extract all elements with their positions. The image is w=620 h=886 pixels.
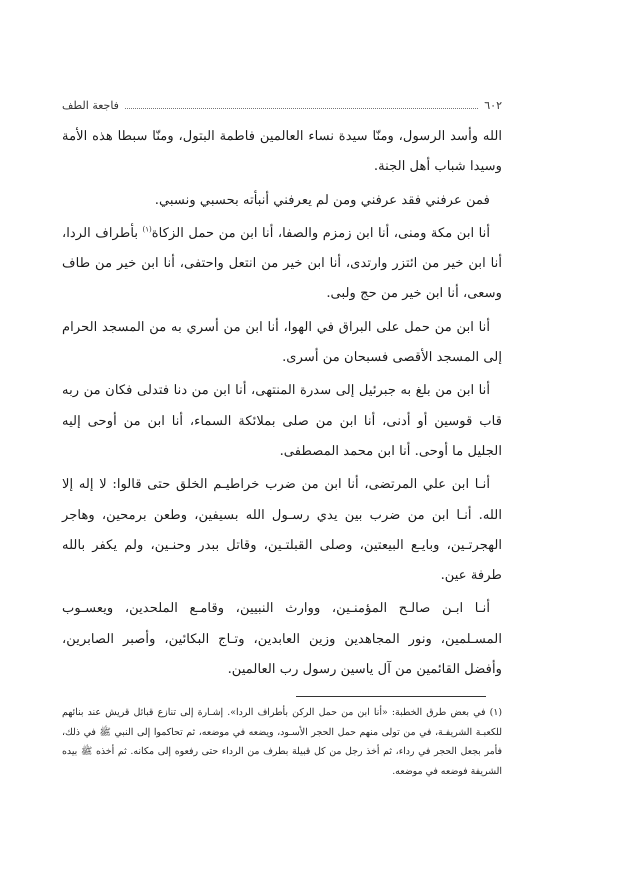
footnote-marker[interactable]: (١) [142,225,152,234]
paragraph: فمن عرفني فقد عرفني ومن لم يعرفني أنبأته بحسبي ونسبي. [154,192,490,208]
paragraph [62,219,502,310]
running-title: فاجعة الطف [62,98,119,112]
paragraph: أنا ابن من بلغ به جبرئيل إلى سدرة المنتهى، أنا ابن من دنا فتدلى فكان من ربه قاب قوسين أو أدنى، أنا ابن من صلى بملائكة السماء، أنا ابن من أوحى إليه الجليل ما أوحى. أنا ابن محمد المصطفى. [62,383,502,459]
main-text [62,122,502,688]
paragraph-text: بأطراف الردا، أنا ابن خير من ائتزر وارتدى، أنا ابن خير من انتعل واحتفى، أنا ابن خير من طاف وسعى، أنا ابن خير من حج ولبى. [62,225,502,302]
footnote-separator [296,696,486,697]
footnote [62,703,502,781]
footnote-text: (١) في بعض طرق الخطبة: «أنا ابن من حمل الركن بأطراف الردا». إشـارة إلى تنازع قبائل قريش عند بنائهم للكعبـة الشريفـة، في من تولى منهم حمل الحجر الأسـود، ويضعه في موضعه، ثم تحاكموا إلى النبي ﷺ في ذلك، فأمر بجعل الحجر في رداء، ثم أخذ رجل من كل قبيلة بطرف من الرداء حتى رفعوه إلى مكانه. ثم أخذه ﷺ بيده الشريفة فوضعه في موضعه. [62,707,502,777]
paragraph: أنـا ابن علي المرتضى، أنا ابن من ضرب خراطيـم الخلق حتى قالوا: لا إله إلا الله. أنـا ابن من ضرب بين يدي رسـول الله بسيفين، وطعن برمحين، وهاجر الهجرتـين، وبايـع البيعتين، وصلى القبلتـين، وقاتل ببدر وحنـين، ولم يكفر بالله طرفة عين. [62,477,502,584]
page-header [62,96,502,114]
paragraph: أنـا ابـن صالـح المؤمنـين، ووارث النبيين، وقامـع الملحدين، ويعسـوب المسـلمين، ونور المجاهدين وزين العابدين، وتـاج البكائين، وأصبر الصابرين، وأفضل القائمين من آل ياسين رسول رب العالمين. [62,601,502,678]
paragraph: الله وأسد الرسول، ومنّا سيدة نساء العالمين فاطمة البتول، ومنّا سبطا هذه الأمة وسيدا شباب أهل الجنة. [62,129,503,175]
page-number: ٦٠٢ [484,98,502,112]
paragraph-text: أنا ابن مكة ومنى، أنا ابن زمزم والصفا، أنا ابن من حمل الزكاة [151,225,490,241]
paragraph: أنا ابن من حمل على البراق في الهوا، أنا ابن من أسري به من المسجد الحرام إلى المسجد الأقصى فسبحان من أسرى. [62,319,502,366]
header-leader-dots [125,108,478,109]
